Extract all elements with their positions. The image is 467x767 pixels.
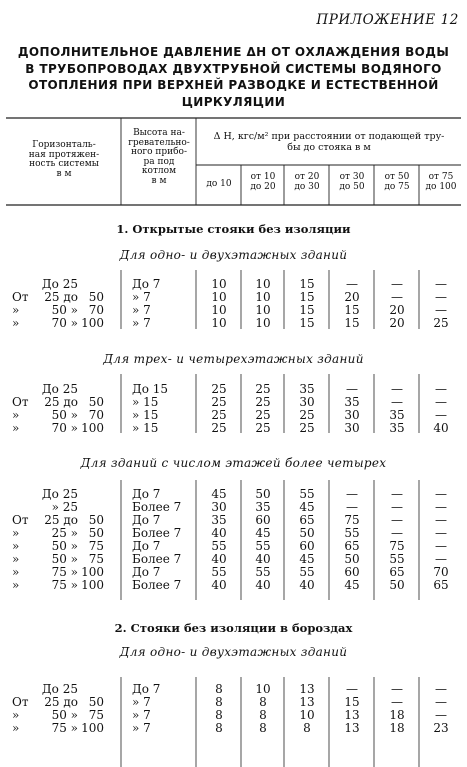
pressure-value: 10	[211, 277, 227, 291]
length-prefix: »	[12, 421, 20, 435]
length-from: 70 »	[51, 316, 78, 330]
length-to: 70	[88, 303, 104, 317]
pressure-value: —	[435, 682, 447, 696]
pressure-value: 35	[344, 395, 360, 409]
length-to: 75	[88, 552, 104, 566]
header-range	[330, 173, 374, 192]
height-value: » 15	[132, 395, 159, 409]
pressure-value: —	[391, 487, 403, 501]
length-prefix: »	[12, 708, 20, 722]
height-value: Более 7	[132, 552, 182, 566]
header-text: в м	[151, 175, 167, 186]
pressure-value: 25	[255, 421, 271, 435]
length-from: 25 до	[44, 395, 78, 409]
title-line: ОТОПЛЕНИЯ ПРИ ВЕРХНЕЙ РАЗВОДКЕ И ЕСТЕСТВЕННОЙ	[28, 78, 439, 92]
pressure-value: 50	[344, 552, 360, 566]
length-to: 100	[81, 421, 104, 435]
pressure-value: 40	[299, 578, 315, 592]
header-text: Δ Н, кгс/м² при расстоянии от подающей тру-	[213, 131, 445, 142]
table-row	[0, 579, 467, 592]
pressure-value: 8	[259, 708, 267, 722]
pressure-value: 25	[211, 382, 227, 396]
pressure-value: 13	[299, 682, 315, 696]
length-from: 50 »	[51, 408, 78, 422]
pressure-value: —	[435, 395, 447, 409]
pressure-value: 25	[255, 408, 271, 422]
pressure-value: 15	[299, 303, 315, 317]
pressure-value: 30	[299, 395, 315, 409]
height-value: До 7	[132, 277, 161, 291]
pressure-value: 45	[344, 578, 360, 592]
length-value: До 25	[41, 487, 78, 501]
pressure-value: —	[346, 487, 358, 501]
group-subtitle: Для трех- и четырехэтажных зданий	[103, 352, 364, 366]
header-text: в м	[56, 168, 72, 179]
pressure-value: 75	[389, 539, 405, 553]
length-prefix: »	[12, 565, 20, 579]
height-value: » 15	[132, 421, 159, 435]
pressure-value: 35	[389, 408, 405, 422]
pressure-value: —	[391, 290, 403, 304]
header-range	[285, 173, 329, 192]
header-pressure	[198, 132, 460, 153]
pressure-value: —	[391, 500, 403, 514]
pressure-value: 15	[299, 316, 315, 330]
length-from: 25 до	[44, 513, 78, 527]
length-to: 50	[88, 526, 104, 540]
height-value: » 15	[132, 408, 159, 422]
pressure-value: —	[435, 487, 447, 501]
length-value: До 25	[41, 382, 78, 396]
header-text: от 30	[339, 172, 365, 182]
length-from: 75 »	[51, 578, 78, 592]
pressure-value: 10	[299, 708, 315, 722]
header-range	[375, 173, 419, 192]
pressure-value: 10	[255, 316, 271, 330]
header-text: от 50	[384, 172, 410, 182]
pressure-value: 15	[344, 316, 360, 330]
length-prefix: »	[12, 303, 20, 317]
length-to: 50	[88, 395, 104, 409]
title-line: ДОПОЛНИТЕЛЬНОЕ ДАВЛЕНИЕ ΔН ОТ ОХЛАЖДЕНИЯ ВОДЫ	[17, 45, 450, 59]
pressure-value: 8	[303, 721, 311, 735]
header-text: до 30	[294, 181, 320, 192]
pressure-value: 10	[255, 277, 271, 291]
length-prefix: »	[12, 316, 20, 330]
pressure-value: 40	[255, 552, 271, 566]
height-value: » 7	[132, 316, 151, 330]
pressure-value: 18	[389, 708, 405, 722]
length-from: 50 »	[51, 539, 78, 553]
header-text: до 100	[425, 181, 457, 192]
length-prefix: От	[12, 695, 29, 709]
height-value: До 7	[132, 487, 161, 501]
length-prefix: От	[12, 513, 29, 527]
pressure-value: —	[346, 500, 358, 514]
pressure-value: 65	[433, 578, 449, 592]
pressure-value: 45	[299, 500, 315, 514]
pressure-value: 25	[211, 421, 227, 435]
header-text: ная протяжен-	[28, 149, 100, 160]
length-from: 25 до	[44, 695, 78, 709]
pressure-value: 55	[299, 565, 315, 579]
pressure-value: 40	[255, 578, 271, 592]
pressure-value: 65	[299, 513, 315, 527]
header-text: ра под	[143, 156, 175, 167]
height-value: До 7	[132, 682, 161, 696]
pressure-value: —	[435, 552, 447, 566]
pressure-value: —	[435, 526, 447, 540]
pressure-value: 45	[255, 526, 271, 540]
pressure-value: 13	[299, 695, 315, 709]
pressure-value: 10	[211, 290, 227, 304]
pressure-value: 50	[255, 487, 271, 501]
section-title: 2. Стояки без изоляции в бороздах	[114, 621, 353, 635]
title-line: В ТРУБОПРОВОДАХ ДВУХТРУБНОЙ СИСТЕМЫ ВОДЯНОГО	[25, 61, 442, 76]
pressure-value: 8	[259, 721, 267, 735]
length-to: 50	[88, 513, 104, 527]
length-from: 75 »	[51, 565, 78, 579]
pressure-value: 23	[433, 721, 449, 735]
pressure-value: 8	[215, 721, 223, 735]
pressure-value: 45	[211, 487, 227, 501]
pressure-value: 55	[344, 526, 360, 540]
header-length	[8, 141, 120, 179]
height-value: До 15	[132, 382, 169, 396]
header-text: от 10	[250, 172, 276, 182]
pressure-value: —	[391, 695, 403, 709]
pressure-value: 55	[255, 539, 271, 553]
pressure-value: 50	[389, 578, 405, 592]
length-to: 75	[88, 708, 104, 722]
header-text: Горизонталь-	[32, 140, 96, 150]
pressure-value: 15	[344, 303, 360, 317]
pressure-value: 8	[215, 708, 223, 722]
header-text: до 20	[250, 181, 276, 192]
pressure-value: —	[435, 382, 447, 396]
pressure-value: —	[391, 513, 403, 527]
length-from: 25 »	[51, 526, 78, 540]
height-value: Более 7	[132, 500, 182, 514]
pressure-value: 65	[344, 539, 360, 553]
pressure-value: 25	[299, 408, 315, 422]
pressure-value: —	[391, 526, 403, 540]
header-range	[242, 173, 284, 192]
group-subtitle: Для зданий с числом этажей более четырех	[80, 456, 387, 470]
pressure-value: —	[435, 500, 447, 514]
pressure-value: 13	[344, 708, 360, 722]
section-title: 1. Открытые стояки без изоляции	[116, 222, 351, 236]
pressure-value: 50	[299, 526, 315, 540]
pressure-value: 25	[433, 316, 449, 330]
height-value: » 7	[132, 290, 151, 304]
height-value: До 7	[132, 513, 161, 527]
header-height	[122, 129, 196, 187]
length-value: До 25	[41, 277, 78, 291]
header-text: ность системы	[29, 159, 99, 170]
pressure-value: 35	[299, 382, 315, 396]
height-value: » 7	[132, 303, 151, 317]
pressure-value: —	[346, 682, 358, 696]
header-text: ного прибо-	[130, 147, 188, 158]
pressure-value: 35	[211, 513, 227, 527]
height-value: » 7	[132, 708, 151, 722]
pressure-value: 40	[211, 552, 227, 566]
pressure-value: 40	[433, 421, 449, 435]
length-prefix: »	[12, 552, 20, 566]
pressure-value: 60	[255, 513, 271, 527]
pressure-value: 10	[211, 316, 227, 330]
table-row	[0, 422, 467, 435]
length-from: 75 »	[51, 721, 78, 735]
length-value: До 25	[41, 682, 78, 696]
pressure-value: 25	[211, 408, 227, 422]
length-prefix: »	[12, 578, 20, 592]
length-to: 50	[88, 695, 104, 709]
pressure-value: —	[435, 303, 447, 317]
group-subtitle: Для одно- и двухэтажных зданий	[119, 645, 348, 659]
pressure-value: 55	[211, 539, 227, 553]
pressure-value: —	[435, 408, 447, 422]
header-text: котлом	[141, 166, 177, 177]
length-to: 70	[88, 408, 104, 422]
length-value: » 25	[51, 500, 78, 514]
pressure-value: —	[435, 539, 447, 553]
pressure-value: 60	[299, 539, 315, 553]
pressure-value: 75	[344, 513, 360, 527]
pressure-value: —	[435, 277, 447, 291]
pressure-value: 10	[255, 303, 271, 317]
pressure-value: —	[391, 277, 403, 291]
length-from: 50 »	[51, 303, 78, 317]
length-prefix: »	[12, 539, 20, 553]
height-value: До 7	[132, 539, 161, 553]
table-row	[0, 317, 467, 330]
pressure-value: —	[391, 382, 403, 396]
pressure-value: 10	[255, 682, 271, 696]
height-value: » 7	[132, 721, 151, 735]
pressure-value: 25	[255, 395, 271, 409]
pressure-value: 13	[344, 721, 360, 735]
group-subtitle: Для одно- и двухэтажных зданий	[119, 248, 348, 262]
title-line: ЦИРКУЛЯЦИИ	[181, 94, 286, 109]
pressure-value: 60	[344, 565, 360, 579]
header-text: от 75	[428, 172, 454, 182]
pressure-value: 35	[255, 500, 271, 514]
pressure-value: 45	[299, 552, 315, 566]
pressure-value: —	[391, 395, 403, 409]
header-text: бы до стояка в м	[287, 141, 371, 153]
pressure-value: —	[435, 290, 447, 304]
header-text: до 75	[384, 181, 410, 192]
pressure-value: 70	[433, 565, 449, 579]
pressure-value: 55	[211, 565, 227, 579]
pressure-value: 55	[255, 565, 271, 579]
length-to: 100	[81, 565, 104, 579]
header-range	[420, 173, 462, 192]
pressure-value: —	[435, 708, 447, 722]
header-text: от 20	[294, 172, 320, 182]
pressure-value: —	[391, 682, 403, 696]
appendix-label: ПРИЛОЖЕНИЕ 12	[316, 12, 459, 28]
length-prefix: От	[12, 290, 29, 304]
pressure-value: 8	[215, 682, 223, 696]
length-to: 50	[88, 290, 104, 304]
height-value: До 7	[132, 565, 161, 579]
pressure-value: 10	[255, 290, 271, 304]
pressure-value: 30	[211, 500, 227, 514]
pressure-value: 55	[389, 552, 405, 566]
pressure-value: —	[346, 277, 358, 291]
length-prefix: От	[12, 395, 29, 409]
pressure-value: 15	[299, 290, 315, 304]
length-from: 25 до	[44, 290, 78, 304]
pressure-value: —	[435, 513, 447, 527]
header-text: до 10	[206, 179, 232, 189]
length-to: 100	[81, 578, 104, 592]
length-prefix: »	[12, 526, 20, 540]
length-to: 75	[88, 539, 104, 553]
pressure-value: 30	[344, 421, 360, 435]
pressure-value: 20	[389, 316, 405, 330]
table-row	[0, 722, 467, 735]
pressure-value: 35	[389, 421, 405, 435]
length-from: 50 »	[51, 708, 78, 722]
pressure-value: 30	[344, 408, 360, 422]
pressure-value: 18	[389, 721, 405, 735]
pressure-value: 55	[299, 487, 315, 501]
height-value: » 7	[132, 695, 151, 709]
header-text: гревательно-	[128, 137, 190, 148]
length-to: 100	[81, 316, 104, 330]
pressure-value: 25	[255, 382, 271, 396]
pressure-value: 20	[344, 290, 360, 304]
length-prefix: »	[12, 408, 20, 422]
pressure-value: 25	[299, 421, 315, 435]
height-value: Более 7	[132, 578, 182, 592]
pressure-value: 8	[259, 695, 267, 709]
length-from: 50 »	[51, 552, 78, 566]
header-text: Высота на-	[133, 128, 185, 138]
pressure-value: 8	[215, 695, 223, 709]
pressure-value: 15	[344, 695, 360, 709]
pressure-value: —	[435, 695, 447, 709]
header-text: до 50	[339, 181, 365, 192]
length-to: 100	[81, 721, 104, 735]
pressure-value: 65	[389, 565, 405, 579]
pressure-value: 40	[211, 526, 227, 540]
pressure-value: 40	[211, 578, 227, 592]
pressure-value: —	[346, 382, 358, 396]
header-range	[197, 180, 241, 190]
pressure-value: 20	[389, 303, 405, 317]
pressure-value: 15	[299, 277, 315, 291]
height-value: Более 7	[132, 526, 182, 540]
length-prefix: »	[12, 721, 20, 735]
pressure-value: 25	[211, 395, 227, 409]
length-from: 70 »	[51, 421, 78, 435]
pressure-value: 10	[211, 303, 227, 317]
